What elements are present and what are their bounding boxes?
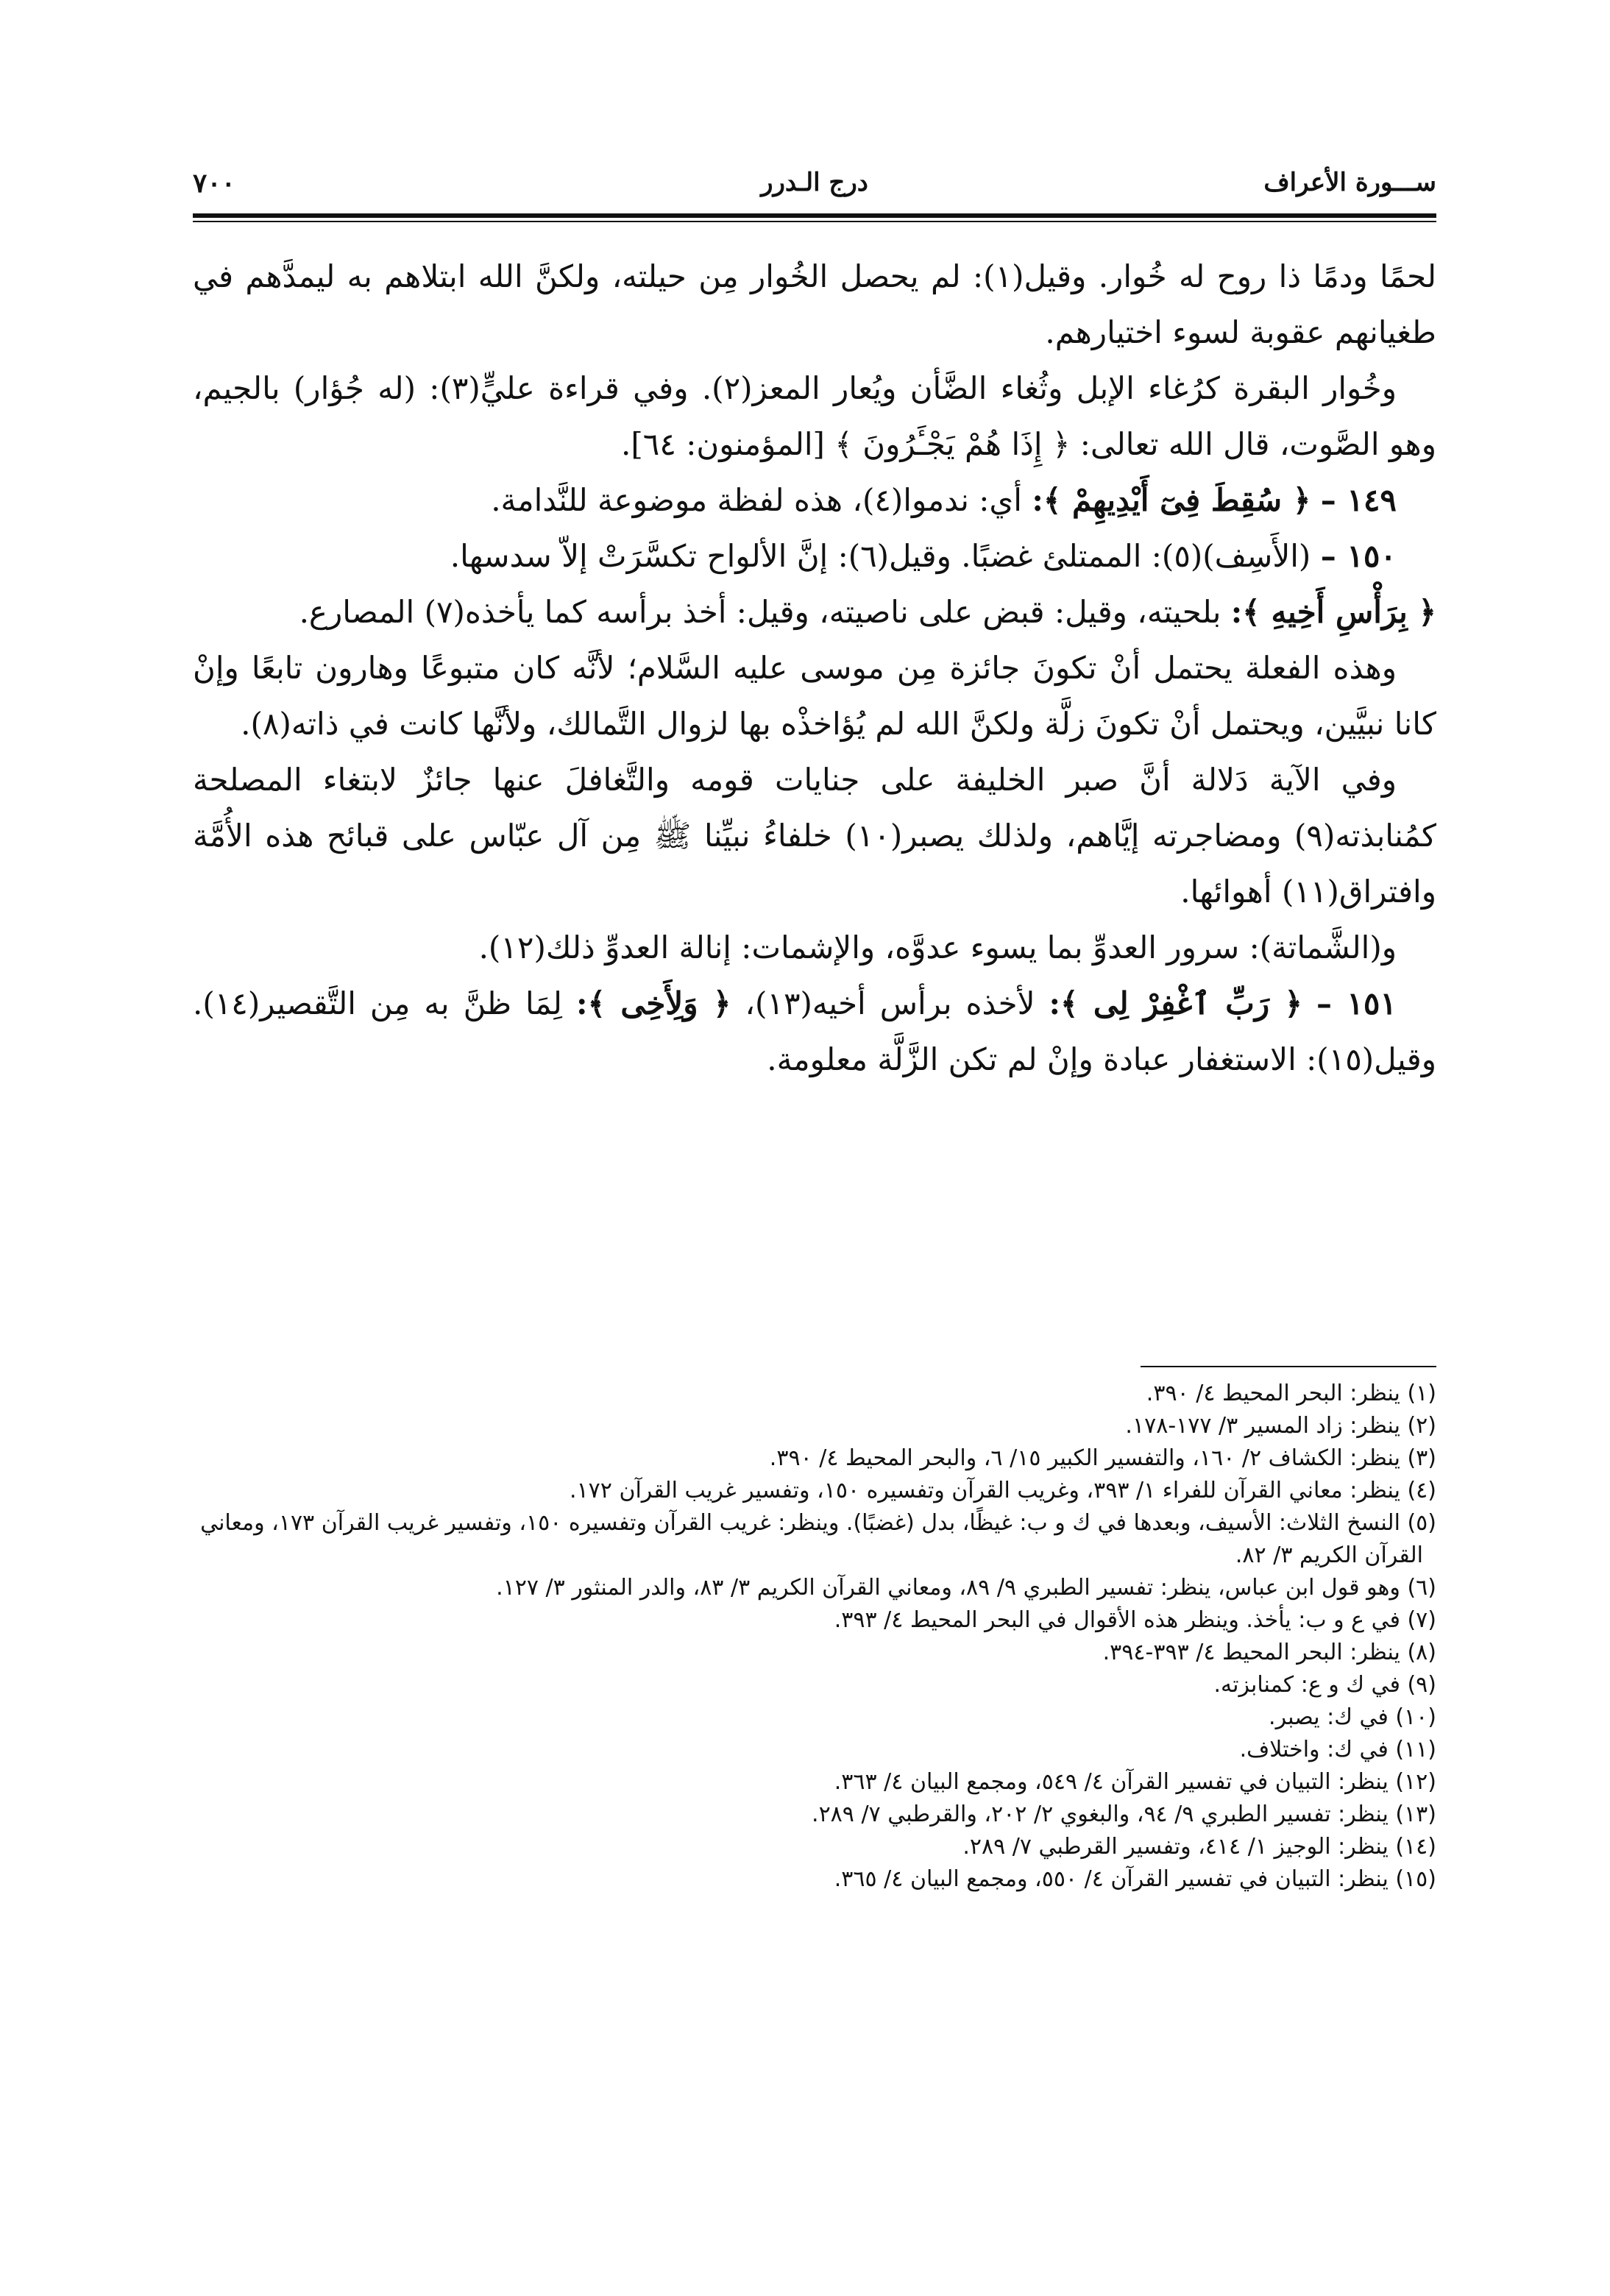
footnote: (٩) في ك و ع: كمنابزته. (1213, 1672, 1436, 1698)
paragraph-2: وخُوار البقرة كرُغاء الإبل وثُغاء الضَّأن ويُعار المعز(٢). وفي قراءة عليٍّ(٣): (له جُؤار) بالجيم، وهو الصَّوت، قال الله تعالى: ﴿ إِذَا هُمْ يَجْـَٔرُونَ ﴾ [المؤمنون: ٦٤]. (193, 370, 1436, 462)
footnote: (٣) ينظر: الكشاف ٢/ ١٦٠، والتفسير الكبير ١٥/ ٦، والبحر المحيط ٤/ ٣٩٠. (769, 1445, 1436, 1471)
footnote-separator (1141, 1366, 1436, 1367)
verse-commentary: لِمَا ظنَّ به مِن التَّقصير(١٤). وقيل(١٥): الاستغفار عبادة وإنْ لم تكن الزَّلَّة معلومة. (193, 985, 1436, 1077)
verse-149 (193, 472, 1436, 528)
quran-quote: ﴿ وَلِأَخِى ﴾: (575, 985, 731, 1021)
footnote: (١٤) ينظر: الوجيز ١/ ٤١٤، وتفسير القرطبي ٧/ ٢٨٩. (962, 1834, 1436, 1860)
header-rule-thin (193, 221, 1436, 222)
paragraph-7: وفي الآية دَلالة أنَّ صبر الخليفة على جنايات قومه والتَّغافلَ عنها جائزٌ لابتغاء المصلحة كمُنابذته(٩) ومضاجرته إيَّاهم، ولذلك يصبر(١٠) خلفاءُ نبيِّنا ﷺ مِن آل عبّاس على قبائح هذه الأُمَّة وافتراق(١١) أهوائها. (193, 762, 1437, 910)
quran-quote: ﴿ سُقِطَ فِىٓ أَيْدِيهِمْ ﴾: (1032, 482, 1311, 518)
footnote: (١٥) ينظر: التبيان في تفسير القرآن ٤/ ٥٥٠، ومجمع البيان ٤/ ٣٦٥. (834, 1866, 1436, 1892)
verse-number: ١٥١ – (1316, 985, 1397, 1021)
quran-quote: ﴿ رَبِّ ٱغْفِرْ لِى ﴾: (1049, 985, 1303, 1021)
surah-title: ســـورة الأعراف (1263, 168, 1436, 197)
footnote: (٥) النسخ الثلاث: الأسيف، وبعدها في ك و ب: غيظًا، بدل (غضبًا). وينظر: غريب القرآن وتفسيره ١٥٠، وتفسير غريب القرآن ١٧٣، ومعاني القرآن الكريم ٣/ ٨٢. (200, 1510, 1436, 1568)
footnote: (٤) ينظر: معاني القرآن للفراء ١/ ٣٩٣، وغريب القرآن وتفسيره ١٥٠، وتفسير غريب القرآن ١٧٢. (570, 1478, 1436, 1503)
footnote: (١) ينظر: البحر المحيط ٤/ ٣٩٠. (1146, 1381, 1436, 1406)
footnote: (١٢) ينظر: التبيان في تفسير القرآن ٤/ ٥٤٩، ومجمع البيان ٤/ ٣٦٣. (834, 1769, 1436, 1795)
footnote: (١٠) في ك: يصبر. (1269, 1704, 1436, 1730)
quran-quote: ﴿ بِرَأْسِ أَخِيهِ ﴾: (1230, 594, 1436, 630)
book-title: درج الـدرر (761, 168, 868, 197)
footnotes (193, 1378, 1436, 1896)
footnote: (٧) في ع و ب: يأخذ. وينظر هذه الأقوال في البحر المحيط ٤/ ٣٩٣. (834, 1607, 1436, 1633)
main-text (193, 249, 1436, 1088)
verse-150 (193, 528, 1436, 584)
verse-number: ١٥٠ – (1320, 538, 1397, 574)
verse-number: ١٤٩ – (1320, 482, 1397, 518)
verse-151 (193, 976, 1436, 1088)
header-rule-thick (193, 213, 1436, 218)
paragraph-8: و(الشَّماتة): سرور العدوِّ بما يسوء عدوَّه، والإشمات: إنالة العدوِّ ذلك(١٢). (478, 929, 1397, 965)
verse-commentary: لأخذه برأس أخيه(١٣)، (731, 985, 1049, 1021)
verse-commentary: (الأَسِف)(٥): الممتلئ غضبًا. وقيل(٦): إنَّ الألواح تكسَّرَتْ إلاّ سدسها. (450, 538, 1321, 574)
paragraph-6: وهذه الفعلة يحتمل أنْ تكونَ جائزة مِن موسى عليه السَّلام؛ لأنَّه كان متبوعًا وهارون تابعًا وإنْ كانا نبيَّين، ويحتمل أنْ تكونَ زلَّة ولكنَّ الله لم يُؤاخذْه بها لزوال التَّمالك، ولأنَّها كانت في ذاته(٨). (193, 650, 1436, 742)
footnote: (٨) ينظر: البحر المحيط ٤/ ٣٩٣-٣٩٤. (1102, 1640, 1436, 1665)
paragraph-5 (193, 584, 1436, 640)
verse-commentary: أي: ندموا(٤)، هذه لفظة موضوعة للنَّدامة. (491, 482, 1032, 518)
running-header (193, 168, 1436, 208)
footnote: (١١) في ك: واختلاف. (1239, 1737, 1436, 1762)
footnote: (٢) ينظر: زاد المسير ٣/ ١٧٧-١٧٨. (1125, 1413, 1436, 1439)
footnote: (١٣) ينظر: تفسير الطبري ٩/ ٩٤، والبغوي ٢/ ٢٠٢، والقرطبي ٧/ ٢٨٩. (812, 1801, 1436, 1827)
paragraph-text: بلحيته، وقيل: قبض على ناصيته، وقيل: أخذ برأسه كما يأخذه(٧) المصارع. (299, 594, 1231, 630)
footnote: (٦) وهو قول ابن عباس، ينظر: تفسير الطبري ٩/ ٨٩، ومعاني القرآن الكريم ٣/ ٨٣، والدر المنثور ٣/ ١٢٧. (496, 1575, 1436, 1601)
paragraph-1: لحمًا ودمًا ذا روح له خُوار. وقيل(١): لم يحصل الخُوار مِن حيلته، ولكنَّ الله ابتلاهم به ليمدَّهم في طغيانهم عقوبة لسوء اختيارهم. (193, 258, 1437, 350)
page-number: ٧٠٠ (193, 168, 236, 199)
